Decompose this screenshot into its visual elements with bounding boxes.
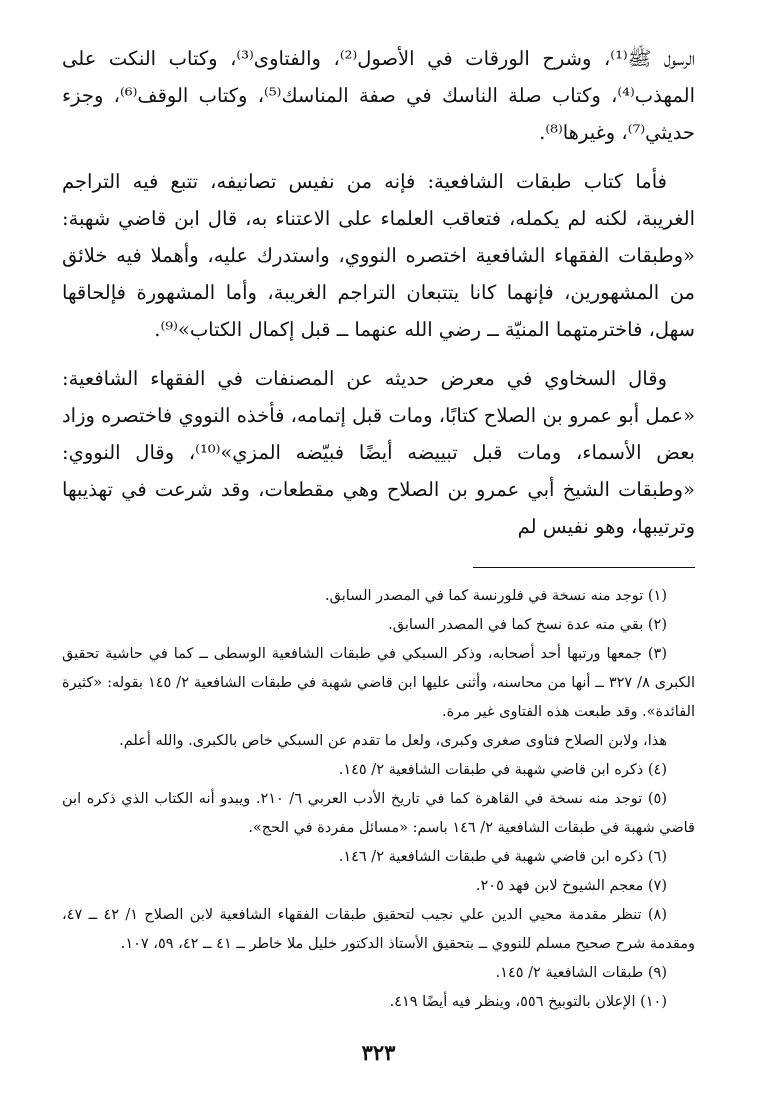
footnote-4: (٤) ذكره ابن قاضي شهبة في طبقات الشافعية ٢/ ١٤٥. xyxy=(338,762,667,778)
footnote-1: (١) توجد منه نسخة في فلورنسة كما في المصدر السابق. xyxy=(325,588,667,604)
footnote-10: (١٠) الإعلان بالتوبيخ ٥٥٦، وينظر فيه أيضًا ٤١٩. xyxy=(389,994,667,1010)
paragraph-2: فأما كتاب طبقات الشافعية: فإنه من نفيس تصانيفه، تتبع فيه التراجم الغريبة، لكنه لم يكمله، فتعاقب العلماء على الاعتناء به، قال ابن قاضي شهبة: «وطبقات الفقهاء الشافعية اختصره النووي، واستدرك عليه، وأهملا فيه خلائق من المشهورين، فإنهما كانا يتتبعان التراجم الغريبة، وأما المشهورة فإلحاقها سهل، فاخترمتهما المنيّة ــ رضي الله عنهما ــ قبل إكمال الكتاب»⁽⁹⁾. xyxy=(62,170,695,341)
footnote-3-continued: هذا، ولابن الصلاح فتاوى صغرى وكبرى، ولعل ما تقدم عن السبكي خاص بالكبرى. والله أعلم. xyxy=(119,733,667,749)
footnote-2: (٢) بقي منه عدة نسخ كما في المصدر السابق. xyxy=(388,617,667,633)
book-page xyxy=(62,40,695,1080)
footnote-3: (٣) جمعها ورتبها أحد أصحابه، وذكر السبكي في طبقات الشافعية الوسطى ــ كما في حاشية تحقيق الكبرى ٨/ ٣٢٧ ــ أنها من محاسنه، وأثنى عليها ابن قاضي شهبة في طبقات الشافعية ٢/ ١٤٥ بقوله: «كثيرة الفائدة». وقد طبعت هذه الفتاوى غير مرة. xyxy=(62,646,695,720)
paragraph-3: وقال السخاوي في معرض حديثه عن المصنفات في الفقهاء الشافعية: «عمل أبو عمرو بن الصلاح كتابًا، ومات قبل إتمامه، فأخذه النووي فاختصره وزاد بعض الأسماء، ومات قبل تبييضه أيضًا فبيّضه المزي»⁽¹⁰⁾، وقال النووي: «وطبقات الشيخ أبي عمرو بن الصلاح وهي مقطعات، وقد شرعت في تهذيبها وترتيبها، وهو نفيس لم xyxy=(62,367,695,538)
footnote-6: (٦) ذكره ابن قاضي شهبة في طبقات الشافعية ٢/ ١٤٦. xyxy=(338,849,667,865)
main-text xyxy=(62,40,695,545)
footnote-9: (٩) طبقات الشافعية ٢/ ١٤٥. xyxy=(495,965,667,981)
footnotes xyxy=(62,582,695,1017)
paragraph-1: الرسول ﷺ⁽¹⁾، وشرح الورقات في الأصول⁽²⁾، والفتاوى⁽³⁾، وكتاب النكت على المهذب⁽⁴⁾، وكتاب صلة الناسك في صفة المناسك⁽⁵⁾، وكتاب الوقف⁽⁶⁾، وجزء حديثي⁽⁷⁾، وغيرها⁽⁸⁾. xyxy=(62,47,696,144)
footnote-8: (٨) تنظر مقدمة محيي الدين علي نجيب لتحقيق طبقات الفقهاء الشافعية لابن الصلاح ١/ ٤٢ ــ ٤٧، ومقدمة شرح صحيح مسلم للنووي ــ بتحقيق الأستاذ الدكتور خليل ملا خاطر ــ ٤١ ــ ٤٢، ٥٩، ١٠٧. xyxy=(62,907,695,952)
footnote-7: (٧) معجم الشيوخ لابن فهد ٢٠٥. xyxy=(475,878,667,894)
footnote-separator xyxy=(473,567,695,568)
page-number: ٣٢٣ xyxy=(361,1040,396,1065)
footnote-5: (٥) توجد منه نسخة في القاهرة كما في تاريخ الأدب العربي ٦/ ٢١٠. ويبدو أنه الكتاب الذي ذكره ابن قاضي شهبة في طبقات الشافعية ٢/ ١٤٦ باسم: «مسائل مفردة في الحج». xyxy=(62,791,695,836)
